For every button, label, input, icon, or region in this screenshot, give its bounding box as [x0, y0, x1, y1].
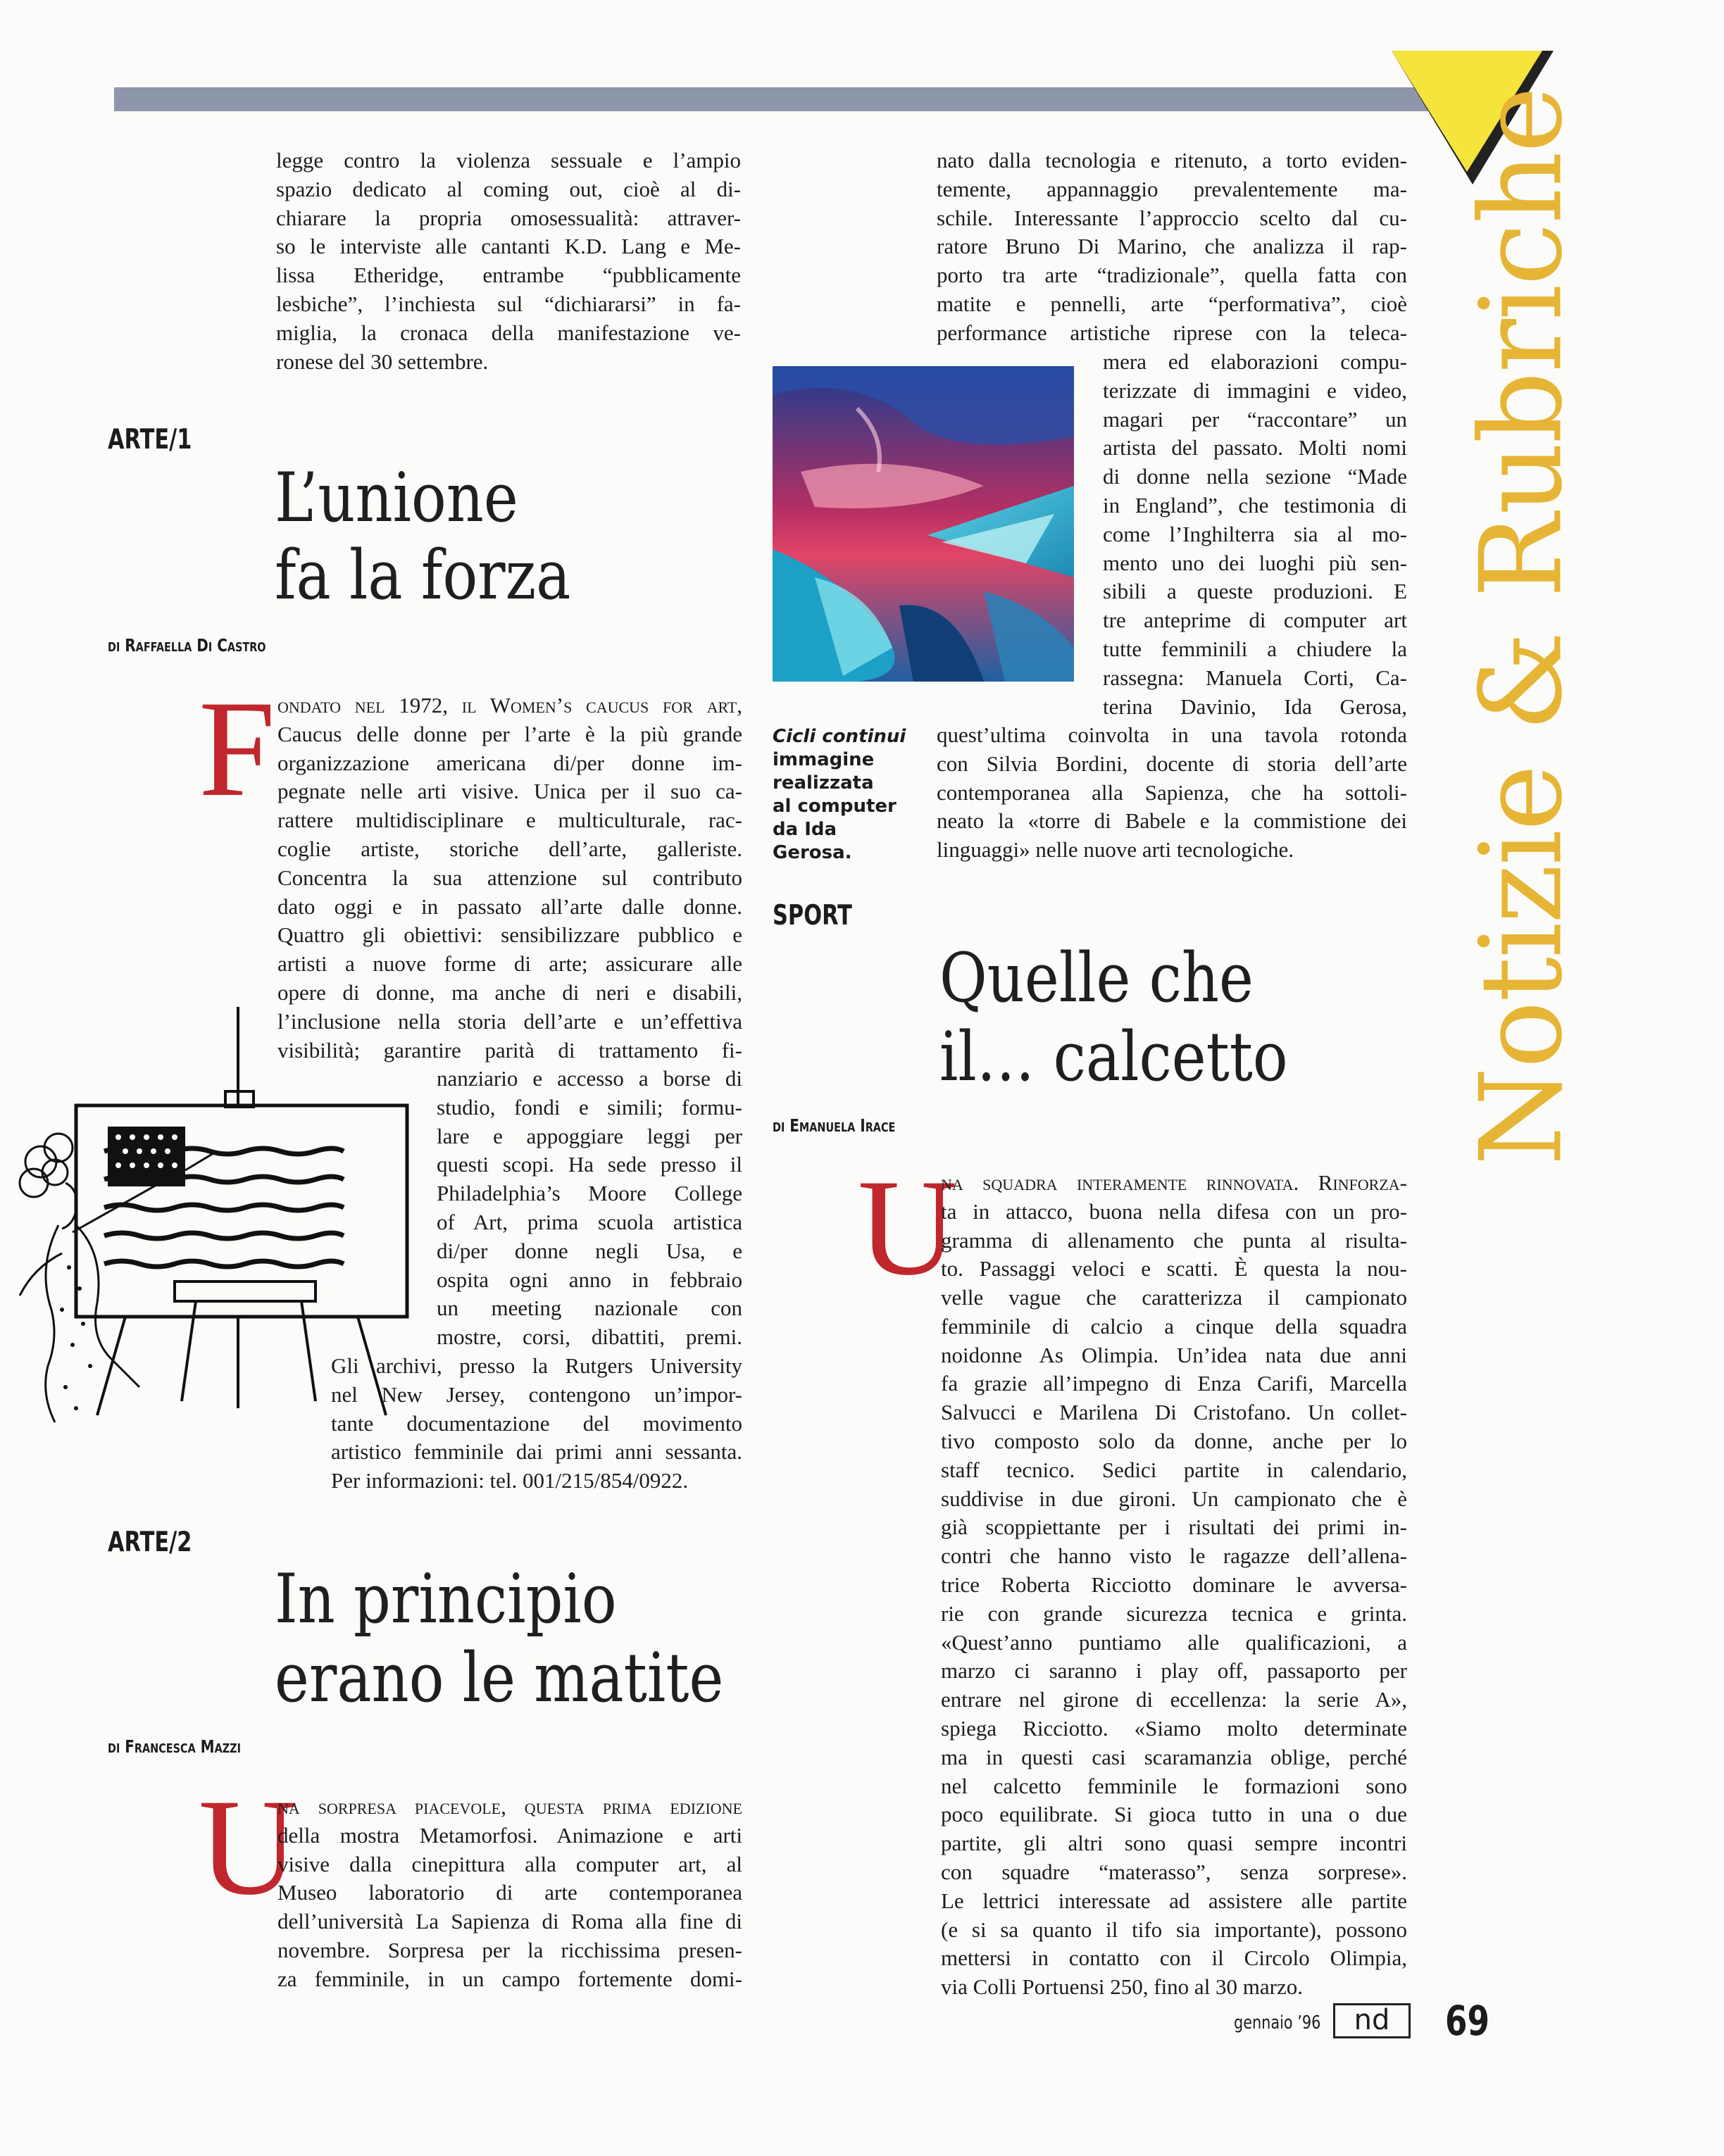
text-line: organizzazione americana di/per donne im- — [277, 750, 742, 775]
text-line: mostre, corsi, dibattiti, premi. — [437, 1324, 742, 1350]
text-line: Caucus delle donne per l’arte è la più grande — [277, 721, 742, 746]
text-line: quest’ultima coinvolta in una tavola rotonda — [937, 722, 1407, 747]
text-line: staff tecnico. Sedici partite in calendario, — [941, 1457, 1407, 1482]
text-line: na sorpresa piacevole, questa prima edizione — [277, 1794, 742, 1819]
caption-line: Gerosa. — [773, 842, 852, 863]
computer-art-image — [773, 366, 1074, 682]
text-line: spazio dedicato al coming out, cioè al di- — [276, 176, 741, 201]
text-line: un meeting nazionale con — [437, 1296, 742, 1321]
caption-line: realizzata — [773, 772, 874, 794]
arte1-body-narrow — [437, 1065, 742, 1352]
text-line: na squadra interamente rinnovata. Rinforza- — [941, 1170, 1407, 1195]
text-line: legge contro la violenza sessuale e l’ampio — [276, 148, 741, 173]
caption-line: al computer — [773, 796, 897, 817]
text-line: di donne nella sezione “Made — [1103, 464, 1407, 489]
text-line: dell’università La Sapienza di Roma alla fine di — [277, 1909, 742, 1934]
text-line: come l’Inghilterra sia al mo- — [1103, 521, 1407, 546]
text-line: con Silvia Bordini, docente di storia dell’arte — [937, 751, 1407, 776]
text-line: femminile di calcio a cinque della squadra — [941, 1313, 1407, 1339]
text-line: coglie artiste, storiche dell’arte, galleriste. — [277, 836, 742, 861]
text-line: suddivise in due gironi. Un campionato che è — [941, 1486, 1407, 1511]
text-line: performance artistiche riprese con la teleca- — [937, 320, 1407, 345]
text-line: con squadre “materasso”, senza sorprese». — [941, 1859, 1407, 1884]
text-line: noidonne As Olimpia. Un’idea nata due anni — [941, 1342, 1407, 1367]
text-line: entrare nel girone di eccellenza: la serie A», — [941, 1687, 1407, 1712]
text-line: contri che hanno visto le ragazze dell’allena- — [941, 1543, 1407, 1569]
text-line: artisti a nuove forme di arte; assicurare alle — [277, 951, 742, 977]
text-line: opere di donne, ma anche di neri e disabili, — [277, 979, 742, 1005]
artist-flag-illustration — [6, 986, 435, 1458]
image-caption — [773, 725, 927, 865]
footer-date: gennaio ’96 — [1234, 2012, 1321, 2033]
text-line: tutte femminili a chiudere la — [1103, 636, 1407, 661]
text-line: novembre. Sorpresa per la ricchissima presen- — [277, 1937, 742, 1962]
text-line: schile. Interessante l’approccio scelto dal cu- — [937, 205, 1407, 230]
text-line: sibili a queste produzioni. E — [1103, 579, 1407, 604]
text-line: tante documentazione del movimento — [331, 1410, 742, 1436]
headline-sport-line1: Quelle che — [939, 939, 1254, 1017]
text-line: dato oggi e in passato all’arte dalle donne. — [277, 894, 742, 919]
text-line: fa grazie all’impegno di Enza Carifi, Marcella — [941, 1371, 1407, 1396]
text-line: spiega Ricciotto. «Siamo molto determinate — [941, 1715, 1407, 1741]
text-line: Le lettrici interessate ad assistere alle partite — [941, 1888, 1407, 1913]
text-line: terina Davinio, Ida Gerosa, — [1103, 694, 1407, 719]
text-line: ma in questi casi scaramanzia oblige, perché — [941, 1744, 1407, 1769]
text-line: artista del passato. Molti nomi — [1103, 435, 1407, 460]
headline-arte1-line1: L’unione — [275, 458, 518, 537]
caption-line: immagine — [773, 749, 875, 770]
sport-body — [941, 1284, 1407, 2002]
text-line: rattere multidisciplinare e multiculturale, rac- — [277, 808, 742, 833]
text-line: rassegna: Manuela Corti, Ca- — [1103, 665, 1407, 690]
text-line: mento uno dei luoghi più sen- — [1103, 550, 1407, 575]
top-rule-bar — [114, 87, 1449, 111]
col1-intro-text — [276, 146, 741, 376]
col2-body-wide — [937, 146, 1407, 348]
text-line: to. Passaggi veloci e scatti. È questa la nou- — [941, 1256, 1407, 1281]
text-line: lesbiche”, l’inchiesta sul “dichiararsi” in fa- — [276, 291, 741, 316]
text-line: pegnate nelle arti visive. Unica per il suo ca- — [277, 779, 742, 804]
text-line: (e si sa quanto il tifo sia importante), possono — [941, 1917, 1407, 1942]
headline-arte2-line1: In principio — [275, 1560, 617, 1638]
headline-arte1-line2: fa la forza — [275, 536, 571, 615]
text-line: mettersi in contatto con il Circolo Olimpia, — [941, 1945, 1407, 1971]
dropcap-arte1: F — [199, 672, 276, 825]
text-line: trice Roberta Ricciotto dominare le avversa- — [941, 1572, 1407, 1597]
text-line: Per informazioni: tel. 001/215/854/0922. — [331, 1468, 689, 1493]
kicker-arte2: ARTE/2 — [108, 1527, 192, 1558]
dropcap-sport: U — [858, 1151, 958, 1304]
text-line: velle vague che caratterizza il campionato — [941, 1285, 1407, 1310]
text-line: temente, appannaggio prevalentemente ma- — [937, 176, 1407, 201]
caption-title: Cicli continui — [773, 726, 906, 747]
text-line: nato dalla tecnologia e ritenuto, a torto eviden- — [937, 148, 1407, 173]
text-line: magari per “raccontare” un — [1103, 406, 1407, 432]
headline-arte2-line2: erano le matite — [275, 1638, 724, 1717]
text-line: l’inclusione nella storia dell’arte e un’effettiva — [277, 1008, 742, 1034]
text-line: già scoppiettante per i risultati dei primi in- — [941, 1515, 1407, 1540]
byline-sport: di Emanuela Irace — [773, 1115, 896, 1136]
col2-body-narrow — [1103, 348, 1407, 721]
text-line: tre anteprime di computer art — [1103, 608, 1407, 633]
text-line: ratore Bruno Di Marino, che analizza il rap- — [937, 234, 1407, 259]
col2-body-end — [937, 721, 1407, 865]
text-line: di/per donne negli Usa, e — [437, 1238, 742, 1263]
text-line: neato la «torre di Babele e la commistione dei — [937, 808, 1407, 834]
section-title-vertical: Notizie & Rubriche — [1455, 87, 1587, 1166]
text-line: Quattro gli obiettivi: sensibilizzare pubblico e — [277, 922, 742, 948]
text-line: questi scopi. Ha sede presso il — [437, 1152, 742, 1177]
text-line: Salvucci e Marilena Di Cristofano. Un collet- — [941, 1400, 1407, 1425]
text-line: partite, gli altri sono quasi sempre incontri — [941, 1831, 1407, 1856]
text-line: of Art, prima scuola artistica — [437, 1209, 742, 1234]
text-line: contemporanea alla Sapienza, che ha sottoli- — [937, 779, 1407, 805]
text-line: via Colli Portuensi 250, fino al 30 marzo. — [941, 1974, 1304, 2000]
text-line: visibilità; garantire parità di trattamento fi- — [277, 1037, 742, 1063]
headline-sport-line2: il… calcetto — [939, 1017, 1288, 1096]
text-line: mera ed elaborazioni compu- — [1103, 349, 1407, 374]
text-line: studio, fondi e simili; formu- — [437, 1094, 742, 1120]
text-line: nel calcetto femminile le formazioni sono — [941, 1773, 1407, 1798]
kicker-sport: SPORT — [773, 900, 852, 932]
text-line: gramma di allenamento che punta al risulta- — [941, 1227, 1407, 1253]
text-line: artistico femminile dai primi anni sessanta. — [331, 1439, 742, 1465]
page-number: 69 — [1445, 1997, 1489, 2045]
caption-line: da Ida — [773, 819, 837, 840]
text-line: Concentra la sua attenzione sul contributo — [277, 865, 742, 890]
magazine-logo: nd — [1333, 2003, 1411, 2038]
text-line: marzo ci saranno i play off, passaporto per — [941, 1658, 1407, 1684]
text-line: della mostra Metamorfosi. Animazione e arti — [277, 1822, 742, 1848]
dropcap-arte2: U — [199, 1771, 299, 1924]
text-line: Gli archivi, presso la Rutgers University — [331, 1353, 742, 1378]
text-line: miglia, la cronaca della manifestazione ve- — [276, 320, 741, 345]
text-line: matite e pennelli, arte “performativa”, cioè — [937, 291, 1407, 316]
kicker-arte1: ARTE/1 — [108, 424, 192, 456]
byline-arte1: di Raffaella Di Castro — [108, 635, 266, 656]
text-line: so le interviste alle cantanti K.D. Lang e Me- — [276, 234, 741, 259]
sport-body-dropcap — [941, 1169, 1407, 1284]
text-line: ondato nel 1972, il Women’s caucus for art, — [277, 693, 742, 717]
text-line: poco equilibrate. Si gioca tutto in una o due — [941, 1802, 1407, 1827]
text-line: «Quest’anno puntiamo alle qualificazioni, a — [941, 1629, 1407, 1655]
text-line: lissa Etheridge, entrambe “pubblicamente — [276, 263, 741, 288]
text-line: visive dalla cinepittura alla computer art, al — [277, 1851, 742, 1876]
text-line: in England”, che testimonia di — [1103, 492, 1407, 518]
text-line: ta in attacco, buona nella difesa con un pro- — [941, 1198, 1407, 1224]
text-line: ronese del 30 settembre. — [276, 349, 489, 374]
text-line: Philadelphia’s Moore College — [437, 1181, 742, 1206]
text-line: terizzate di immagini e video, — [1103, 377, 1407, 403]
text-line: za femminile, in un campo fortemente domi- — [277, 1966, 742, 1991]
text-line: rie con grande sicurezza tecnica e grinta. — [941, 1600, 1407, 1626]
text-line: porto tra arte “tradizionale”, quella fatta con — [937, 263, 1407, 288]
byline-arte2: di Francesca Mazzi — [108, 1736, 241, 1757]
text-line: tivo composto solo da donne, anche per lo — [941, 1428, 1407, 1453]
text-line: nel New Jersey, contengono un’impor- — [331, 1381, 742, 1407]
text-line: ospita ogni anno in febbraio — [437, 1267, 742, 1292]
text-line: Museo laboratorio di arte contemporanea — [277, 1880, 742, 1905]
text-line: chiarare la propria omosessualità: attraver- — [276, 205, 741, 230]
text-line: lare e appoggiare leggi per — [437, 1123, 742, 1148]
text-line: linguaggi» nelle nuove arti tecnologiche. — [937, 837, 1294, 863]
arte2-body — [277, 1793, 742, 1994]
text-line: nanziario e accesso a borse di — [437, 1066, 742, 1091]
